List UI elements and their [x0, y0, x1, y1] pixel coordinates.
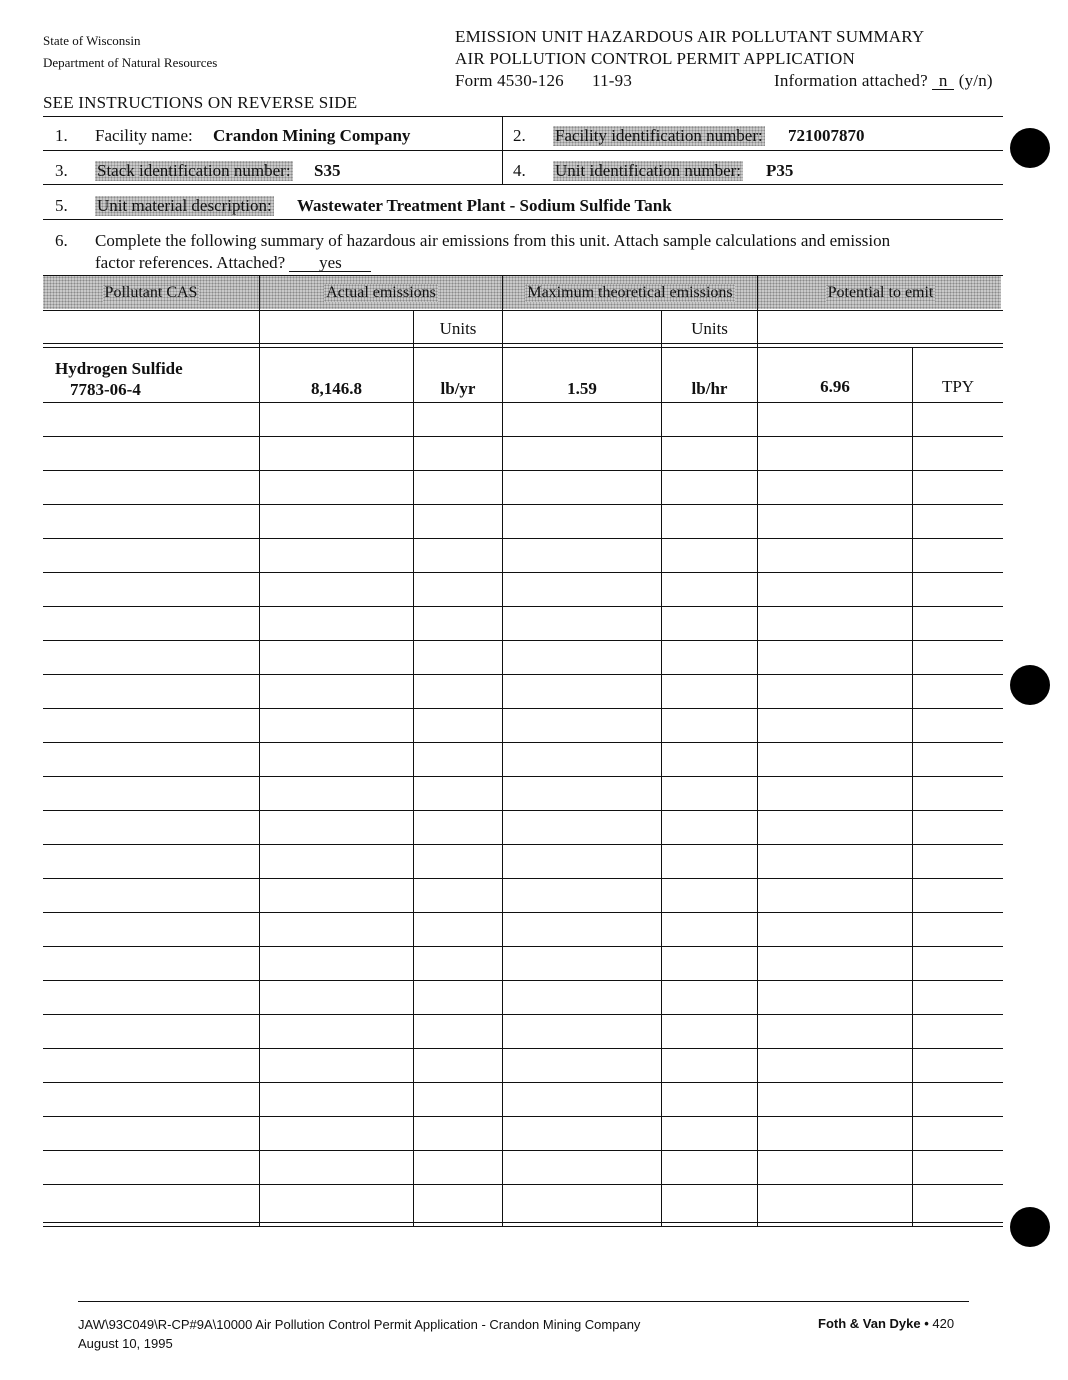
- footer-description: Air Pollution Control Permit Application - Crandon Mining Company: [255, 1317, 641, 1332]
- table-row-line: [43, 776, 1003, 777]
- table-row-line: [43, 402, 1003, 403]
- table-rule: [43, 275, 1003, 276]
- actual-units-header: Units: [439, 318, 477, 338]
- rule: [43, 184, 1003, 185]
- field-divider: [502, 116, 503, 184]
- unit-id-label: Unit identification number:: [555, 161, 742, 180]
- row-actual-units: lb/yr: [440, 379, 476, 398]
- facility-id-label: Facility identification number:: [555, 126, 763, 145]
- table-row-line: [43, 674, 1003, 675]
- table-col-divider: [259, 275, 260, 1226]
- binder-hole-middle: [1010, 665, 1050, 705]
- table-bottom-rule: [43, 1222, 1003, 1223]
- summary-instructions: Complete the following summary of hazardous air emissions from this unit. Attach sample calculations and emission: [95, 231, 891, 250]
- table-row-line: [43, 878, 1003, 879]
- col-header-potential: Potential to emit: [827, 284, 934, 301]
- footer-bullet: •: [924, 1316, 929, 1331]
- form-number: Form 4530-126: [455, 71, 564, 90]
- col-header-maximum: Maximum theoretical emissions: [527, 284, 733, 301]
- table-row-line: [43, 980, 1003, 981]
- footer-company-page: [818, 1316, 954, 1331]
- field-2-number: 2.: [513, 126, 526, 145]
- table-rule: [43, 347, 1003, 348]
- rule: [43, 150, 1003, 151]
- footer-page-number: 420: [932, 1316, 955, 1331]
- maximum-units-header: Units: [691, 318, 728, 338]
- row-actual-value: 8,146.8: [311, 379, 362, 398]
- table-row-line: [43, 640, 1003, 641]
- table-rule: [43, 343, 1003, 344]
- form-subtitle: AIR POLLUTION CONTROL PERMIT APPLICATION: [455, 49, 855, 68]
- row-potential-value: 6.96: [820, 377, 850, 396]
- rule: [43, 219, 1003, 220]
- row-maximum-value: 1.59: [567, 379, 597, 398]
- table-row-line: [43, 470, 1003, 471]
- info-attached-value[interactable]: n: [932, 73, 954, 90]
- info-attached-label: Information attached?: [774, 71, 928, 90]
- table-col-divider: [502, 275, 503, 1226]
- table-row-line: [43, 1150, 1003, 1151]
- facility-id-value[interactable]: 721007870: [788, 126, 865, 145]
- table-bottom-rule: [43, 1226, 1003, 1227]
- info-attached-suffix: (y/n): [958, 71, 993, 90]
- facility-name-value[interactable]: Crandon Mining Company: [213, 126, 411, 145]
- table-row-line: [43, 912, 1003, 913]
- binder-hole-top: [1010, 128, 1050, 168]
- table-col-divider: [413, 310, 414, 1226]
- table-col-divider: [912, 347, 913, 1226]
- field-5-number: 5.: [55, 196, 68, 215]
- col-header-pollutant: Pollutant CAS: [104, 284, 198, 301]
- field-1-number: 1.: [55, 126, 68, 145]
- table-row-line: [43, 810, 1003, 811]
- field-6-number: 6.: [55, 231, 68, 250]
- table-row-line: [43, 708, 1003, 709]
- table-row-line: [43, 504, 1003, 505]
- table-rule: [43, 310, 1003, 311]
- table-row-line: [43, 1048, 1003, 1049]
- row-pollutant-cas: 7783-06-4: [70, 380, 141, 399]
- table-row-line: [43, 572, 1003, 573]
- table-col-divider: [757, 275, 758, 1226]
- state-name: State of Wisconsin: [43, 33, 141, 48]
- table-row-line: [43, 1014, 1003, 1015]
- footer-company: Foth & Van Dyke: [818, 1316, 921, 1331]
- unit-material-value[interactable]: Wastewater Treatment Plant - Sodium Sulfide Tank: [297, 196, 672, 215]
- attached-text: factor references. Attached?: [95, 253, 286, 272]
- table-row-line: [43, 1082, 1003, 1083]
- attached-line: [95, 253, 371, 273]
- info-attached: [774, 71, 993, 91]
- table-row-line: [43, 844, 1003, 845]
- unit-material-label: Unit material description:: [97, 196, 272, 215]
- stack-id-label: Stack identification number:: [97, 161, 291, 180]
- field-3-number: 3.: [55, 161, 68, 180]
- table-row-line: [43, 742, 1003, 743]
- footer-reference: [78, 1317, 640, 1332]
- table-row-line: [43, 946, 1003, 947]
- row-pollutant-name: Hydrogen Sulfide: [55, 359, 183, 378]
- footer-rule: [78, 1301, 969, 1302]
- binder-hole-bottom: [1010, 1207, 1050, 1247]
- stack-id-value[interactable]: S35: [314, 161, 341, 180]
- table-row-line: [43, 1184, 1003, 1185]
- col-header-actual: Actual emissions: [326, 284, 436, 301]
- table-col-divider: [661, 310, 662, 1226]
- row-maximum-units: lb/hr: [691, 379, 728, 398]
- table-row-line: [43, 1116, 1003, 1117]
- table-row-line: [43, 436, 1003, 437]
- facility-name-label: Facility name:: [95, 126, 193, 145]
- footer-date: August 10, 1995: [78, 1336, 173, 1351]
- table-row-line: [43, 606, 1003, 607]
- row-potential-units: TPY: [941, 377, 975, 396]
- form-title: EMISSION UNIT HAZARDOUS AIR POLLUTANT SUMMARY: [455, 27, 925, 46]
- department-name: Department of Natural Resources: [43, 55, 218, 70]
- form-date: 11-93: [592, 71, 633, 90]
- unit-id-value[interactable]: P35: [766, 161, 794, 180]
- table-row-line: [43, 538, 1003, 539]
- instructions-note: SEE INSTRUCTIONS ON REVERSE SIDE: [43, 93, 358, 112]
- attached-value[interactable]: yes: [289, 255, 371, 272]
- footer-path: JAW\93C049\R-CP#9A\10000: [78, 1317, 253, 1332]
- field-4-number: 4.: [513, 161, 526, 180]
- rule: [43, 116, 1003, 117]
